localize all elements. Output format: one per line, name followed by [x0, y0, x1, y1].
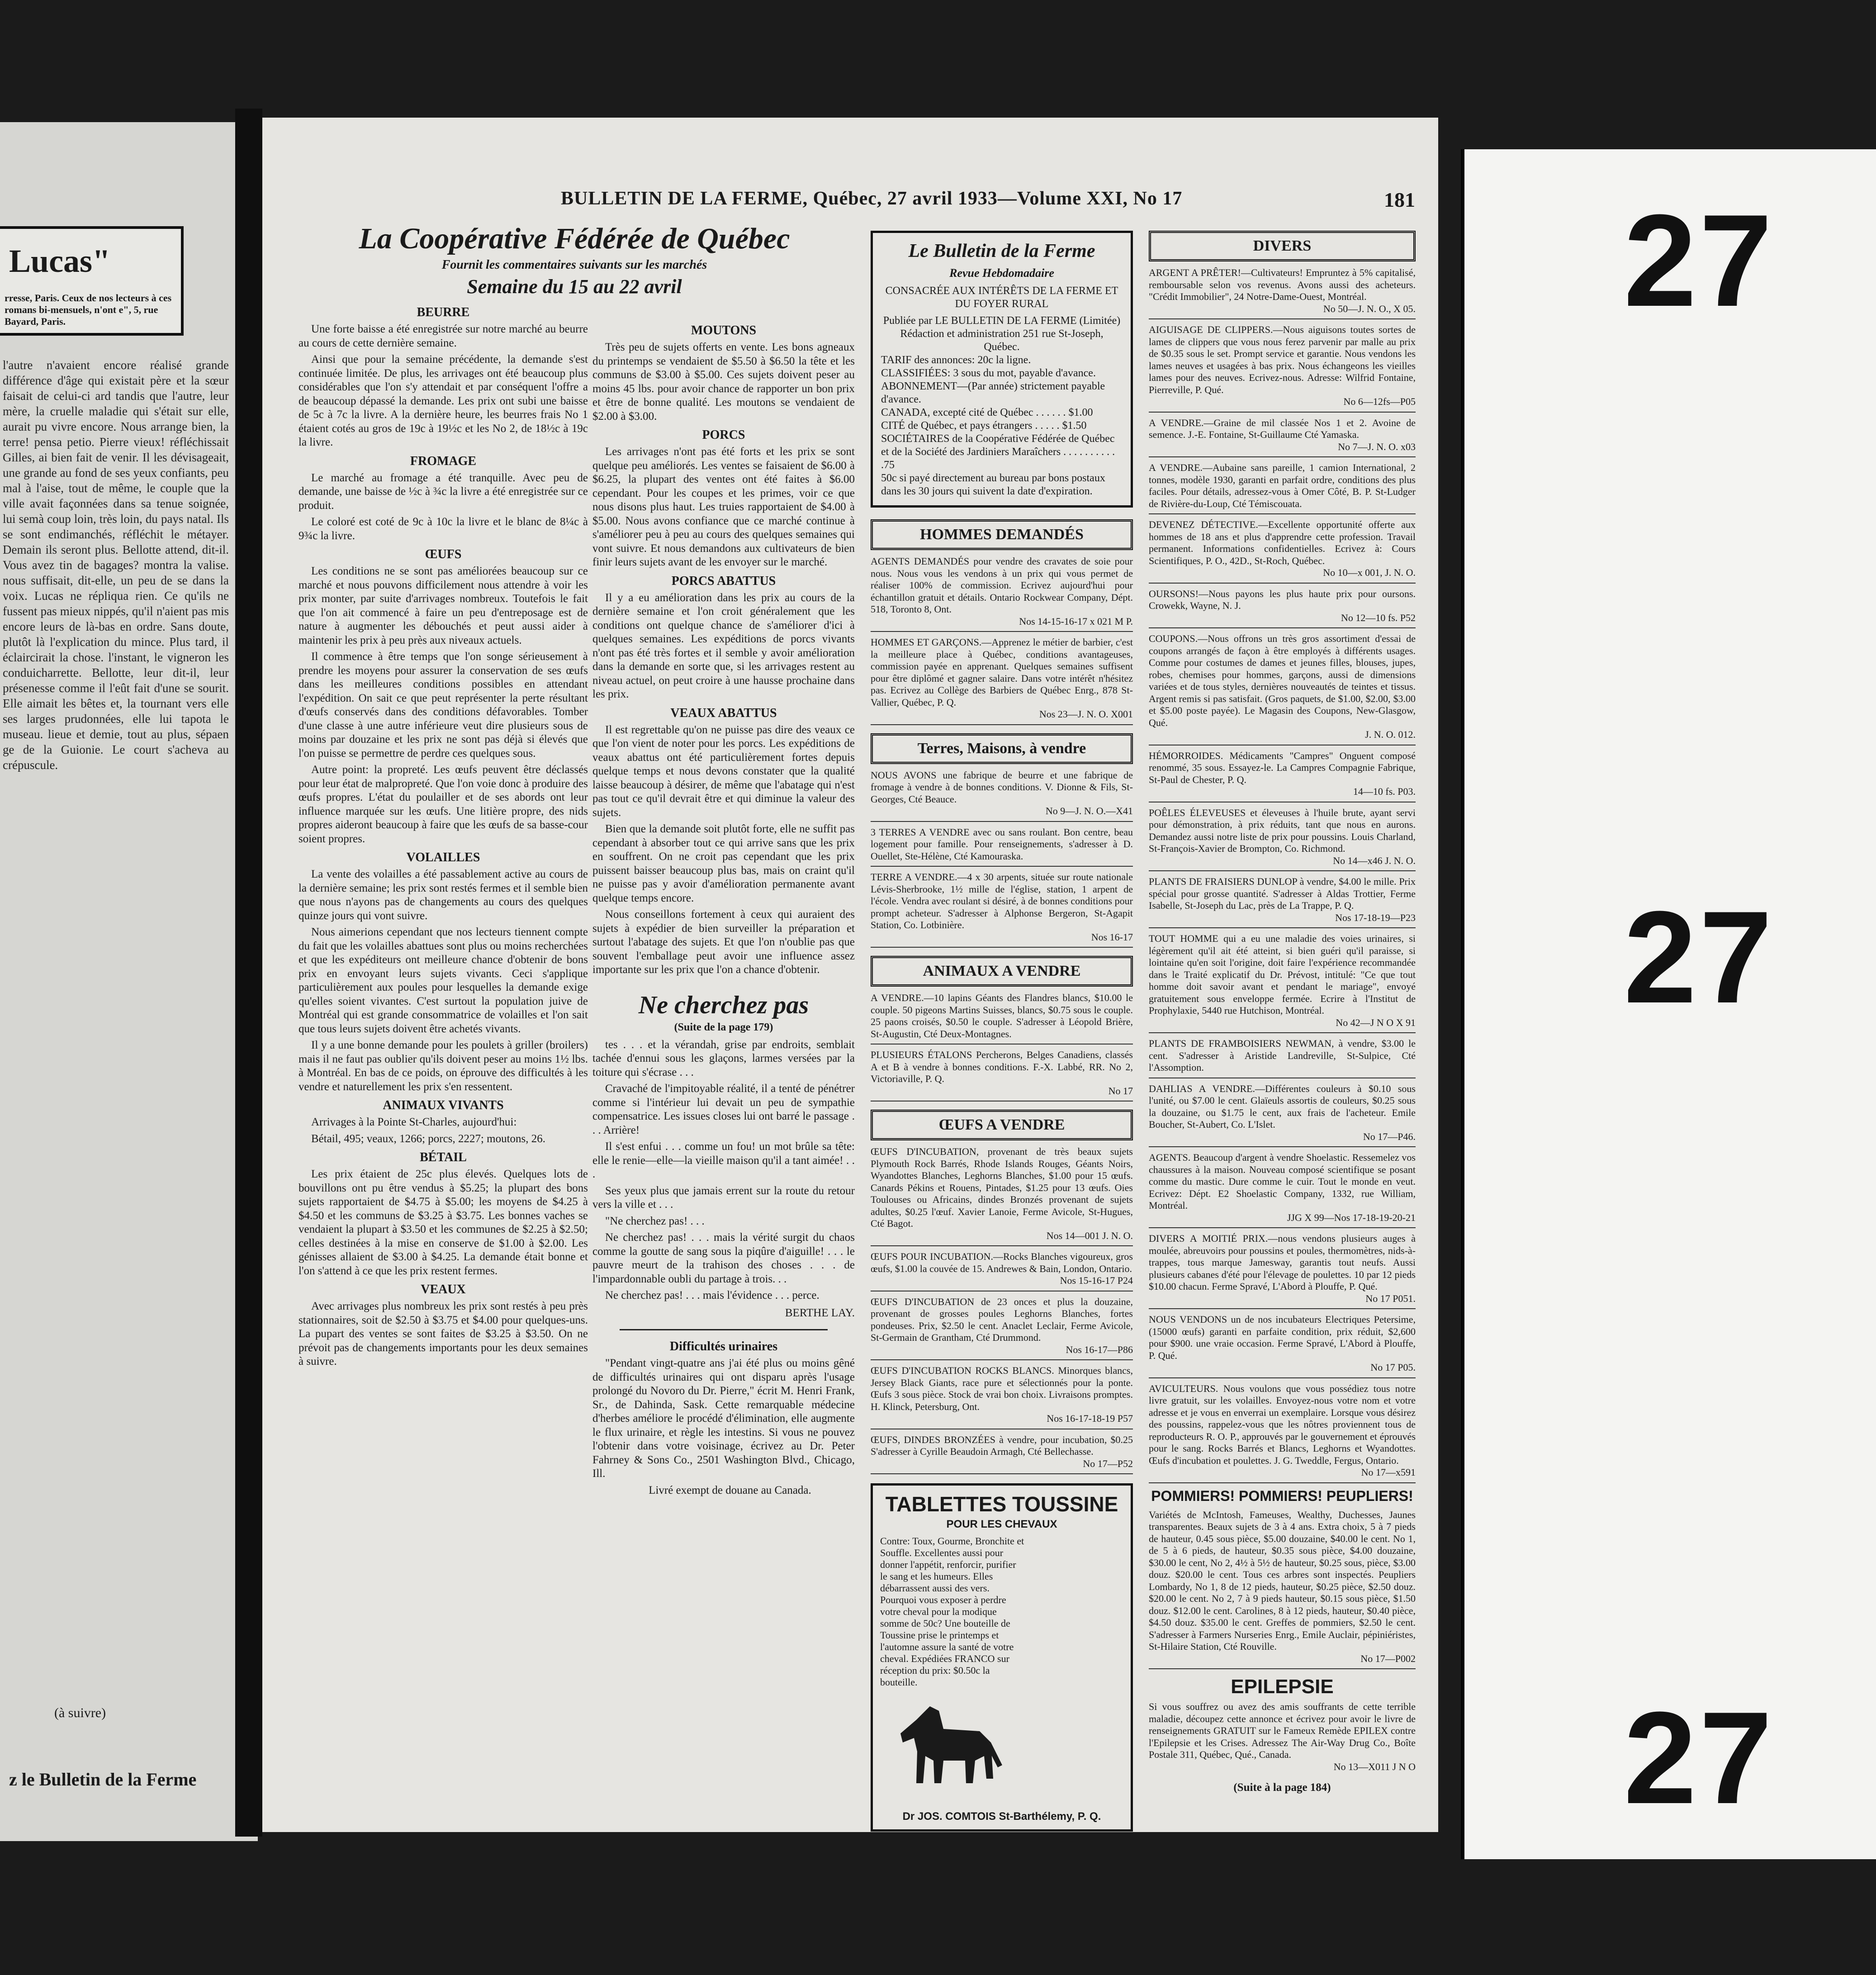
section-heading: VEAUX ABATTUS: [670, 706, 777, 720]
bulletin-line: CONSACRÉE AUX INTÉRÊTS DE LA FERME ET DU FOYER RURAL: [885, 285, 1118, 310]
ad-ref: No 17—x591: [1361, 1467, 1416, 1478]
paragraph: Une forte baisse a été enregistrée sur notre marché au beurre au cours de cette dernière semaine.: [298, 323, 588, 349]
ad-ref: No 50—J. N. O., X 05.: [1323, 303, 1416, 314]
ad-text: COUPONS.—Nous offrons un très gros assortiment d'essai de coupons arrangés de façon à être employés à différents usages. Comme pour costumes de dames et jeunes filles, blouses, jupes, robes, chemises pour hommes, garçons, aussi de dimensions variées et de tous styles, dernières nouveautés de teintes et tissus. Argent remis si pas satisfait. (Gros paquets, de $1.00, $2.00, $3.00 et $5.00 poste payée). Le Magasin des Coupons, New-Glasgow, Qué.: [1149, 633, 1416, 728]
paragraph: Bétail, 495; veaux, 1266; porcs, 2227; moutons, 26.: [311, 1132, 546, 1145]
classified-ad: [1149, 1038, 1416, 1078]
paragraph: Le marché au fromage a été tranquille. Avec peu de demande, une baisse de ½c à ¾c la livre a été enregistrée sur ce produit.: [298, 471, 588, 512]
ad-ref: No 17—P46.: [1363, 1130, 1416, 1142]
bulletin-line: CLASSIFIÉES: 3 sous du mot, payable d'avance.: [881, 367, 1096, 379]
left-page-text: l'autre n'avaient encore réalisé grande différence d'âge qui existait père et la sœur faisait de celui-ci ard tandis que l'autre, leur mère, la cruelle maladie qui s'était sur elle, aurait pu vivre encore. Nous arrange bien, la terre! pensa petio. Pierre vieux! réfléchissait Gilles, ai bien fait de venir. Il les dévisageait, une grande au fond de ses yeux confiants, peu mal à l'aise, tout de même, le couple que la ville avait façonnées dans sa tenue soignée, lui semà coup loin, très loin, du pays natal. Ils se sont endimanchés, réfléchit le métayer. Demain ils seront plus. Bellotte attend, dit-il. Vous avez tin de bagages? montra la valise. nous suffisait, dit-elle, un peu de se dans la voix. Lucas ne répliqua rien. Ce qu'ils ne fussent pas mieux nippés, qu'il n'aient pas mis encore leurs de là-bas en ordre. Sans doute, plutôt là l'explication du mince. Plus tard, il éclaircirait la chose. l'instant, le vigneron les conduicharrette. Bellotte, leur dit-il, leur présenesse comme il l'eût fait d'une se sourit. Elle aimait les bêtes et, la tournant vers elle ses larges prudonnées, elle lui tapota le museau. lieue et demie, tout au plus, sépaen ge de la Guionie. Le court s'acheva au crépuscule.: [3, 358, 229, 772]
ad-text: DAHLIAS A VENDRE.—Différentes couleurs à $0.10 sous l'unité, ou $7.00 le cent. Glaïeuls assortis de couleurs, $0.25 sous la douzaine, ou $1.75 le cent, aux frais de l'acheteur. Emile Boucher, St-Aubert, Co. L'Islet.: [1149, 1082, 1416, 1130]
ad-text: NOUS VENDONS un de nos incubateurs Electriques Petersime, (15000 œufs) garanti en parfaite condition, prix réduit, $2,600 pour $900. une vraie occasion. Ferme Spravé, L'Abord à Plouffe, P. Qué.: [1149, 1314, 1416, 1361]
section-header-terres: Terres, Maisons, à vendre: [871, 733, 1133, 764]
classified-ad: [1149, 1383, 1416, 1483]
ad-ref: Nos 23—J. N. O. X001: [1039, 708, 1133, 720]
ad-text: AGENTS DEMANDÉS pour vendre des cravates de soie pour nous. Nous vous les vendons à un prix qui vous permet de réaliser 100% de commission. Ecrivez aujourd'hui pour échantillon gratuit et détails. Ontario Rockwear Company, Dépt. 518, Toronto 8, Ont.: [871, 555, 1133, 615]
paragraph: Nous aimerions cependant que nos lecteurs tiennent compte du fait que les volailles abattues sont plus ou moins recherchées et que les expéditeurs ont meilleure chance d'obtenir de bons prix en envoyant leurs sujets vivants. Ceci s'applique particulièrement aux poules pour lesquelles la demande exige qu'elles soient vivantes. C'est surtout la population juive de Montréal qui est grande consommatrice de volailles et l'on sait que tous leurs sujets doivent être achetés vivants.: [298, 926, 588, 1035]
paragraph: Les arrivages n'ont pas été forts et les prix se sont quelque peu améliorés. Les ventes se faisaient de $6.00 à $6.25, la plupart des ventes ont été faites à $6.00 cependant. Pour les coupes et les primes, voir ce que nous disons plus haut. Les truies rapportaient de $4.00 à $5.00. Nous avons confiance que ce marché continue à s'améliorer peu à peu au cours des quelques semaines qui vont suivre. Et nous demandons aux cultivateurs de bien finir leurs sujets avant de les envoyer sur le marché.: [592, 446, 855, 568]
ad-ref: JJG X 99—Nos 17-18-19-20-21: [1287, 1211, 1416, 1223]
paragraph: La vente des volailles a été passablement active au cours de la dernière semaine; les prix sont restés fermes et il semble bien que nous n'ayons pas de changements au cours des quelques quinze jours qui vont suivre.: [298, 868, 588, 922]
ad-text: NOUS AVONS une fabrique de beurre et une fabrique de fromage à vendre à de bonnes conditions. V. Dionne & Fils, St-Georges, Cté Beauce.: [871, 769, 1133, 805]
paragraph: Il commence à être temps que l'on songe sérieusement à prendre les moyens pour assurer la conservation de ses œufs dans les meilleures conditions possibles en attendant l'expédition. On sait ce que peut représenter la perte résultant d'œufs conservés dans des conditions défavorables. Tomber d'une classe à une autre inférieure veut dire plusieurs sous de moins par douzaine et les prix ne sont pas déjà si élevés que l'on puisse se permettre de perdre ces quelques sous.: [298, 650, 588, 760]
ad-ref: Nos 17-18-19—P23: [1335, 912, 1416, 923]
ad-ref: Nos 16-17-18-19 P57: [1047, 1413, 1133, 1424]
classified-ad: [1149, 807, 1416, 872]
ad-text: Si vous souffrez ou avez des amis souffrants de cette terrible maladie, découpez cette annonce et écrivez pour avoir le livre de renseignements GRATUIT sur le Fameux Remède EPILEX contre l'Epilepsie et les Crises. Adressez The Air-Way Drug Co., Boîte Postale 311, Québec, Qué., Canada.: [1149, 1701, 1416, 1760]
classified-ad: [1149, 1083, 1416, 1148]
ad-text: TERRE A VENDRE.—4 x 30 arpents, située sur route nationale Lévis-Sherbrooke, 1½ mille de l'église, station, 1 arpent de l'école. Vendra avec roulant si désiré, à de bonnes conditions pour prompt acheteur. S'adresser à Alphonse Bergeron, St-Agapit Station, Co. Lotbinière.: [871, 871, 1133, 931]
section-heading: ŒUFS: [425, 547, 462, 561]
ad-ref: No 17 P051.: [1365, 1292, 1416, 1304]
classified-ad: [1149, 1509, 1416, 1670]
paragraph: Le coloré est coté de 9c à 10c la livre et le blanc de 8¼c à 9¾c la livre.: [298, 516, 588, 542]
ad-ref: No 17—P002: [1360, 1652, 1416, 1664]
gutter: [235, 109, 262, 1837]
frame-number: 27: [1624, 187, 1775, 334]
section-header-hommes: HOMMES DEMANDÉS: [871, 519, 1133, 550]
ad-ref: No 17: [1108, 1085, 1133, 1097]
story-continued: (Suite de la page 179): [674, 1021, 773, 1033]
left-story-title: Lucas": [9, 243, 111, 279]
classified-ad: [871, 1146, 1133, 1246]
left-page-footer: z le Bulletin de la Ferme: [9, 1769, 197, 1790]
toussine-subtitle: POUR LES CHEVAUX: [946, 1518, 1057, 1530]
classifieds-column-2: [1149, 231, 1416, 1795]
ad-ref: No 14—x46 J. N. O.: [1333, 855, 1416, 866]
section-heading: ANIMAUX VIVANTS: [383, 1098, 504, 1112]
cooperative-week: Semaine du 15 au 22 avril: [467, 275, 682, 298]
classified-ad: [871, 636, 1133, 725]
ad-ref: No 12—10 fs. P52: [1341, 612, 1416, 623]
section-heading: VOLAILLES: [406, 850, 480, 864]
paragraph: Autre point: la propreté. Les œufs peuvent être déclassés pour leur état de malpropreté. Que l'on voie donc à produire des œufs propres. L'état du poulailler et de ses abords ont leur influence marquée sur les œufs. Une litière propre, des nids propres aideront beaucoup à faire que les œufs de sa basse-cour soient propres.: [298, 764, 588, 845]
ad-text: HÉMORROIDES. Médicaments "Campres" Onguent composé renommé, 35 sous. Essayez-le. La Campres Compagnie Fabrique, St-Paul de Chester, P. Q.: [1149, 750, 1416, 785]
section-heading: BEURRE: [417, 305, 470, 319]
classified-ad: [1149, 324, 1416, 413]
ad-text: TOUT HOMME qui a eu une maladie des voies urinaires, si légèrement qu'il ait été atteint, si bien guéri qu'il paraisse, si lointaine qu'en soit l'origine, doit faire l'expérience recommandée dans le Traité explicatif du Dr. Prévost, intitulé: "Ce que tout homme doit savoir avant et pendant le mariage", envoyé gratuitement sous enveloppe fermée. Ecrire à l'Institut de Prophylaxie, 5440 rue Hutchison, Montréal.: [1149, 933, 1416, 1016]
ad-text: ARGENT A PRÊTER!—Cultivateurs! Empruntez à 5% capitalisé, remboursable selon vos revenus. Avons aussi des acheteurs. "Crédit Immobilier", 24 Notre-Dame-Ouest, Montréal.: [1149, 267, 1416, 302]
bulletin-info-box: [871, 231, 1133, 508]
divider: [620, 1329, 828, 1330]
toussine-ad: [871, 1483, 1133, 1832]
ad-ref: No 7—J. N. O. x03: [1338, 441, 1416, 452]
ad-ref: 14—10 fs. P03.: [1353, 786, 1416, 797]
classified-ad: [871, 1365, 1133, 1429]
ad-ref: No 6—12fs—P05: [1343, 396, 1416, 407]
paragraph: Bien que la demande soit plutôt forte, elle ne suffit pas cependant à absorber tout ce qui arrive sans que les prix en souffrent. On ne croit pas cependant que les prix puissent baisser beaucoup plus bas, mais on craint qu'il ne puisse pas y avoir d'amélioration permanente avant quelque temps encore.: [592, 823, 855, 904]
author-signature: BERTHE LAY.: [785, 1306, 855, 1319]
frame-number: 27: [1624, 884, 1775, 1030]
classified-ad: [1149, 1314, 1416, 1378]
ad-text: ŒUFS D'INCUBATION de 23 onces et plus la douzaine, provenant de grosses poules Leghorns Blanches, fortes pondeuses. Prix, $2.50 le cent. Anaclet Leclair, Ferme Avicole, St-Germain de Grantham, Cté Drummond.: [871, 1296, 1133, 1343]
ad-ref: Nos 14—001 J. N. O.: [1046, 1230, 1133, 1241]
pommiers-heading: POMMIERS! POMMIERS! PEUPLIERS!: [1151, 1487, 1413, 1504]
ad-ref: Nos 14-15-16-17 x 021 M P.: [1019, 615, 1133, 627]
ad-text: ŒUFS D'INCUBATION, provenant de très beaux sujets Plymouth Rock Barrés, Rhode Islands Rouges, Géants Noirs, Wyandottes Blanches, Leghorns Blanches, $1.00 pour 15 œufs. Canards Pékins et Rouens, Pintades, $1.25 pour 13 œufs. Oies Toulouses ou Africains, dindes Bronzés provenant de sujets adultes, $0.25 l'œuf. Xavier Lanoie, Ferme Avicole, St-Hugues, Cté Bagot.: [871, 1146, 1133, 1229]
paragraph: Les conditions ne se sont pas améliorées beaucoup sur ce marché et nous pouvons difficilement nous attendre à voir les prix monter, par suite d'arrivages nombreux. Toutefois le fait que l'on ait commencé à faire un peu d'entreposage est de nature à augmenter les débouchés et peut aussi aider à maintenir les prix à peu près aux niveaux actuels.: [298, 565, 588, 646]
bulletin-line: CANADA, excepté cité de Québec . . . . . . $1.00: [881, 407, 1093, 418]
paragraph: Il est regrettable qu'on ne puisse pas dire des veaux ce que l'on vient de noter pour les porcs. Les expéditions de veaux abattus ont été particulièrement fortes depuis quelque temps et nous devons constater que la qualité laisse beaucoup à désirer, de même que l'abatage qui n'est pas tout ce qu'il devrait être et qui diminue la valeur des sujets.: [592, 723, 855, 819]
classified-ad: [871, 1434, 1133, 1475]
section-heading: VEAUX: [421, 1282, 466, 1296]
ad-text: A VENDRE.—Aubaine sans pareille, 1 camion International, 2 tonnes, modèle 1930, garanti en parfait ordre, conditions des plus faciles. Pour détails, adressez-vous à Omer Côté, B. P. St-Ludger de Rivière-du-Loup, Cté Témiscouata.: [1149, 462, 1416, 509]
classified-ad: [1149, 267, 1416, 319]
section-heading: FROMAGE: [410, 454, 477, 468]
markets-column: [592, 319, 855, 1500]
section-heading: Difficultés urinaires: [669, 1339, 778, 1353]
section-heading: BÉTAIL: [420, 1150, 467, 1164]
ad-text: 3 TERRES A VENDRE avec ou sans roulant. Bon centre, beau logement pour famille. Pour renseignements, s'adresser à D. Ouellet, Ste-Hélène, Cté Kamouraska.: [871, 826, 1133, 862]
classified-ad: [871, 871, 1133, 948]
ad-ref: No 42—J N O X 91: [1336, 1016, 1416, 1028]
ad-text: AGENTS. Beaucoup d'argent à vendre Shoelastic. Ressemelez vos chaussures à la maison. Nouveau composé scientifique se posant comme du mastic. Dure comme le cuir. Tout le monde en veut. Ecrivez: Dépt. E2 Shoelastic Company, 1332, rue William, Montréal.: [1149, 1152, 1416, 1211]
bulletin-line: Rédaction et administration 251 rue St-Joseph, Québec.: [900, 328, 1104, 353]
toussine-body: Contre: Toux, Gourme, Bronchite et Souffle. Excellentes aussi pour donner l'appétit, renforcir, purifier le sang et les humeurs. Elles débarrassent aussi des vers. Pourquoi vous exposer à perdre votre cheval pour la modique somme de 50c? Une bouteille de Toussine prise le printemps et l'automne assure la santé de votre cheval. Expédiées FRANCO sur réception du prix: $0.50c la bouteille.: [880, 1535, 1024, 1688]
paragraph: Il y a une bonne demande pour les poulets à griller (broilers) mais il ne faut pas oublier qu'ils doivent peser au moins 1½ lbs. à Montréal. En bas de ce poids, on éprouve des difficultés à les vendre et naturellement les prix s'en ressentent.: [298, 1039, 588, 1093]
classified-ad: [1149, 1233, 1416, 1309]
classified-ad: [871, 992, 1133, 1044]
ad-ref: J. N. O. 012.: [1365, 729, 1416, 740]
ad-text: PLUSIEURS ÉTALONS Percherons, Belges Canadiens, classés A et B à vendre à bonnes conditions. F.-X. Labbé, RR. No 2, Victoriaville, P. Q.: [871, 1049, 1133, 1084]
ad-ref: Nos 16-17—P86: [1066, 1344, 1133, 1355]
left-page-strip: [0, 122, 258, 1841]
ad-ref: No 13—X011 J N O: [1333, 1761, 1416, 1772]
classified-ad: [1149, 417, 1416, 458]
left-story-title-box: [0, 226, 184, 336]
paragraph: Avec arrivages plus nombreux les prix sont restés à peu près stationnaires, soit de $2.50 à $3.75 et $4.00 pour quelques-uns. La pupart des ventes se sont faites de $3.25 à $3.50. On ne prévoit pas de changements importants pour les deux semaines à suivre.: [298, 1300, 588, 1367]
paragraph: Les prix étaient de 25c plus élevés. Quelques lots de bouvillons ont pu être vendus à $5.25; la plupart des bons sujets rapportaient de $4.75 à $5.00; les moyens de $4.25 à $4.50 et les communs de $3.25 à $3.75. Les bonnes vaches se vendaient la plupart à $3.50 et les communes de $2.25 à $2.50; celles destinées à la mise en conserve de $1.00 à $2.00. Les génisses allaient de $3.00 à $4.25. La demande était bonne et l'on s'attend à ce que les prix restent fermes.: [298, 1168, 588, 1277]
ad-text: AVICULTEURS. Nous voulons que vous possédiez tous notre livre gratuit, sur les volailles. Envoyez-nous votre nom et votre adresse et je vous en enverrai un exemplaire. Lorsque vous désirez des poussins, rappelez-vous que les nôtres proviennent tous de reproducteurs R. O. P., approuvés par le gouvernement et éprouvés pour le sang. Rocks Barrés et Blancs, Leghorns et Wyandottes. Œufs d'incubation et poulettes. J. G. Tweddle, Fergus, Ontario.: [1149, 1382, 1416, 1466]
ad-ref: Nos 16-17: [1091, 931, 1133, 943]
continued-note: (Suite à la page 184): [1233, 1781, 1331, 1794]
classified-ad: [871, 1296, 1133, 1361]
paragraph: "Pendant vingt-quatre ans j'ai été plus ou moins gêné de difficultés urinaires qui ont disparu après l'usage prolongé du Novoro du Dr. Pierre," écrit M. Henri Frank, Sr., de Dahinda, Sask. Cette remarquable médecine d'herbes améliore le procédé d'élimination, elle augmente le flux urinaire, et règle les intestins. Si vous ne pouvez l'obtenir dans votre voisinage, écrivez au Dr. Peter Fahrney & Sons Co., 2501 Washington Blvd., Chicago, Ill.: [592, 1357, 855, 1480]
bulletin-line: SOCIÉTAIRES de la Coopérative Fédérée de Québec et de la Société des Jardiniers Maraîchers . . . . . . . . . . .75: [881, 433, 1115, 471]
ad-ref: Nos 15-16-17 P24: [1060, 1275, 1133, 1286]
section-header-divers: DIVERS: [1149, 231, 1416, 261]
ad-ref: No 17 P05.: [1370, 1362, 1416, 1373]
section-heading: PORCS ABATTUS: [671, 574, 776, 588]
ad-text: ŒUFS POUR INCUBATION.—Rocks Blanches vigoureux, gros œufs, $1.00 la couvée de 15. Andrewes & Bain, London, Ontario.: [871, 1251, 1133, 1274]
classified-ad: [871, 1251, 1133, 1291]
section-heading: PORCS: [702, 428, 745, 442]
ad-ref: No 10—x 001, J. N. O.: [1323, 567, 1416, 578]
ad-text: OURSONS!—Nous payons les plus haute prix pour oursons. Crowekk, Wayne, N. J.: [1149, 588, 1416, 611]
bulletin-subtitle: Revue Hebdomadaire: [949, 266, 1054, 280]
classified-ad: [1149, 1152, 1416, 1228]
classified-ad: [1149, 750, 1416, 802]
bulletin-line: Publiée par LE BULLETIN DE LA FERME (Limitée): [883, 315, 1121, 327]
paragraph: Cravaché de l'impitoyable réalité, il a tenté de pénétrer comme si l'intérieur lui devait un peu de sympathie compensatrice. Les issues closes lui ont barré le passage . . . Arrière!: [592, 1082, 855, 1136]
paragraph: Nous conseillons fortement à ceux qui auraient des sujets à expédier de bien surveiller la préparation et surtout l'abatage des sujets. Et que l'on n'oublie pas que souvent l'emballage peut avoir une influence assez importante sur les prix que l'on a chance d'obtenir.: [592, 908, 855, 976]
paragraph: Ne cherchez pas! . . . mais la vérité surgit du chaos comme la goutte de sang sous la piqûre d'aiguille! . . . le pauvre meurt de la trahison des choses . . . de l'impardonnable oubli du partage à trois. . .: [592, 1231, 855, 1285]
classified-ad: [1149, 633, 1416, 745]
paragraph: Ses yeux plus que jamais errent sur la route du retour vers la ville et . . .: [592, 1184, 855, 1211]
ad-text: A VENDRE.—10 lapins Géants des Flandres blancs, $10.00 le couple. 50 pigeons Martins Suisses, blancs, $0.75 sous le couple. 25 paons croisés, $0.50 le couple. S'adresser à Léopold Brière, St-Augustin, Cté Deux-Montagnes.: [871, 992, 1133, 1040]
toussine-title: TABLETTES TOUSSINE: [885, 1492, 1118, 1516]
ad-text: AIGUISAGE DE CLIPPERS.—Nous aiguisons toutes sortes de lames de clippers que vous nous ferez parvenir par malle au prix de $0.35 sous le set. Prompt service et garantie. Nous vendons les lames neuves et usagées à bas prix. Nous échangeons les vieilles lames pour des neuves. Ecrivez-nous. Adresse: Wilfrid Fontaine, Pierreville, P. Qué.: [1149, 324, 1416, 395]
ad-text: DEVENEZ DÉTECTIVE.—Excellente opportunité offerte aux hommes de 18 ans et plus d'apprendre cette profession. Travail permanent. Informations confidentielles. Ecrivez à: Cours Scientifiques, P. O., 42D., St-Roch, Québec.: [1149, 519, 1416, 566]
paragraph: Il y a eu amélioration dans les prix au cours de la dernière semaine et l'on croit généralement que les conditions ont quelque chance de s'améliorer d'ici à quelques semaines. Les expéditions de porcs vivants n'ont pas été très fortes et il semble y avoir amélioration dans la demande en sorte que, si les arrivages restent au niveau actuel, on peut croire à une hausse prochaine dans les prix.: [592, 591, 855, 700]
bulletin-line: CITÉ de Québec, et pays étrangers . . . . . $1.50: [881, 420, 1087, 432]
paragraph: "Ne cherchez pas! . . .: [605, 1215, 705, 1227]
classified-ad: [1149, 588, 1416, 629]
classified-ad: [1149, 462, 1416, 514]
ad-text: PLANTS DE FRAMBOISIERS NEWMAN, à vendre, $3.00 le cent. S'adresser à Aristide Landreville, St-Sulpice, Cté l'Assomption.: [1149, 1038, 1416, 1073]
ad-ref: No 17—P52: [1083, 1458, 1133, 1469]
toussine-footer: Dr JOS. COMTOIS St-Barthélemy, P. Q.: [902, 1810, 1101, 1823]
classified-ad: [871, 555, 1133, 632]
cooperative-subtitle: Fournit les commentaires suivants sur les marchés: [441, 258, 707, 272]
epilepsie-heading: EPILEPSIE: [1231, 1676, 1334, 1698]
paragraph: Très peu de sujets offerts en vente. Les bons agneaux du printemps se vendaient de $5.50 à $6.50 la tête et les communs de $3.00 à $5.00. Ces sujets doivent peser au moins 45 lbs. pour avoir chance de rapporter un bon prix et être de bonne qualité. Les moutons se vendaient de $2.00 à $3.00.: [592, 341, 855, 423]
ad-text: HOMMES ET GARÇONS.—Apprenez le métier de barbier, c'est la meilleure place à Québec, conditions avantageuses, commission payée en apprenant. Quelques semaines suffisent pour être diplômé et gagner salaire. Dans votre intérêt n'hésitez pas. Ecrivez au Collège des Barbiers de Québec Enrg., 878 St-Vallier, Québec, P. Q.: [871, 636, 1133, 708]
ad-text: DIVERS A MOITIÉ PRIX.—nous vendons plusieurs auges à moulée, abreuvoirs pour poussins et poules, thermomètres, nids-à-trappes, tous marque Jamesway, garantis tout neufs. Aussi plusieurs cabanes d'été pour l'élevage de poulettes. 10 par 12 pieds $10.00 chacun. Ferme Spravé, L'Abord à Plouffe, P. Qué.: [1149, 1233, 1416, 1292]
classified-ad: [871, 826, 1133, 867]
paragraph: Arrivages à la Pointe St-Charles, aujourd'hui:: [311, 1116, 517, 1128]
horse-icon: [889, 1688, 1011, 1806]
paragraph: Il s'est enfui . . . comme un fou! un mot brûle sa tête: elle le renie—elle—la vieille maison qu'il a tant aimée! . . .: [592, 1140, 855, 1180]
paragraph: Ne cherchez pas! . . . mais l'évidence . . . perce.: [605, 1289, 820, 1301]
cooperative-title: La Coopérative Fédérée de Québec: [359, 222, 790, 255]
classified-ad: [1149, 876, 1416, 928]
bulletin-line: TARIF des annonces: 20c la ligne.: [881, 354, 1031, 366]
section-heading: MOUTONS: [691, 323, 757, 337]
ad-text: ŒUFS D'INCUBATION ROCKS BLANCS. Minorques blancs, Jersey Black Giants, race pure et sélectionnés pour la ponte. Œufs 3 sous pièce. Stock de vrai bon choix. Livraisons promptes. H. Klinck, Petersburg, Ont.: [871, 1365, 1133, 1412]
classified-ad: [871, 1049, 1133, 1101]
left-box-note: rresse, Paris. Ceux de nos lecteurs à ces romans bi-mensuels, n'ont e", 5, rue Bayard, Paris.: [5, 292, 172, 327]
paragraph: tes . . . et la vérandah, grise par endroits, semblait tachée d'ennui sous les glaçons, larmes versées par la toiture qui s'écrase . . .: [592, 1038, 855, 1078]
classifieds-column-1: [871, 231, 1133, 1832]
ad-text: Variétés de McIntosh, Fameuses, Wealthy, Duchesses, Jaunes transparentes. Beaux sujets de 3 à 4 ans. Extra choix, 5 à 7 pieds de hauteur, 0.45 sous pièce, $5.00 douzaine, $40.00 le cent. No 1, de 5 à 6 pieds, de hauteur, $0.35 sous pièce, $4.00 douzaine, $30.00 le cent, No 2, 4½ à 5½ de hauteur, $0.25 sous, pièce, $3.00 douz. $20.00 le cent. Tous ces arbres sont inspectés. Peupliers Lombardy, No 1, 8 de 12 pieds, hauteur, $0.25 pièce, $2.50 douz. $20.00 le cent. No 2, 7 à 9 pieds hauteur, $0.15 sous pièce, $1.50 douz. $12.00 le cent. Carolines, 8 à 12 pieds, hauteur, $0.40 pièce, $4.50 douz. $35.00 le cent. Greffes de pommiers, $2.50 le cent. S'adresser à Farmers Nurseries Enrg., Emile Auclair, pépiniéristes, St-Hilaire Station, Cté Rouville.: [1149, 1509, 1416, 1652]
frame-number: 27: [1624, 1685, 1775, 1831]
paragraph: Livré exempt de douane au Canada.: [649, 1484, 811, 1496]
ad-text: PLANTS DE FRAISIERS DUNLOP à vendre, $4.00 le mille. Prix spécial pour grosse quantité. S'adresser à Aldas Trottier, Ferme Isabelle, St-Joseph du Lac, près de La Trappe, P. Q.: [1149, 876, 1416, 911]
bulletin-line: ABONNEMENT—(Par année) strictement payable d'avance.: [881, 380, 1105, 405]
section-header-oeufs: ŒUFS A VENDRE: [871, 1110, 1133, 1140]
ad-text: A VENDRE.—Graine de mil classée Nos 1 et 2. Avoine de semence. J.-E. Fontaine, St-Guillaume Cté Yamaska.: [1149, 417, 1416, 440]
classified-ad: [1149, 1701, 1416, 1776]
left-page-continue: (à suivre): [54, 1705, 106, 1720]
ad-text: POÊLES ÉLEVEUSES et éleveuses à l'huile brute, ayant servi pour démonstration, à prix réduits, tant que nous en aurons. Demandez aussi notre liste de prix pour poussins. Louis Charland, St-François-Xavier de Brompton, Co. Richmond.: [1149, 807, 1416, 854]
classified-ad: [871, 769, 1133, 822]
section-header-animaux: ANIMAUX A VENDRE: [871, 956, 1133, 987]
paragraph: Ainsi que pour la semaine précédente, la demande s'est continuée limitée. De plus, les arrivages ont été beaucoup plus considérables que l'on s'y attendait et par conséquent l'offre a de beaucoup dépassé la demande. Les prix ont subi une baisse de 5c à 7c la livre. A la dernière heure, les beurres frais No 1 étaient cotés au gros de 19c à 19½c et les No 2, de 18½c à 19c la livre.: [298, 353, 588, 448]
story-title: Ne cherchez pas: [638, 991, 809, 1019]
page-number: 181: [1384, 188, 1415, 211]
classified-ad: [1149, 933, 1416, 1033]
masthead: BULLETIN DE LA FERME, Québec, 27 avril 1933—Volume XXI, No 17: [561, 188, 1183, 209]
ad-text: ŒUFS, DINDES BRONZÉES à vendre, pour incubation, $0.25 S'adresser à Cyrille Beaudoin Armagh, Cté Bellechasse.: [871, 1434, 1133, 1457]
classified-ad: [1149, 519, 1416, 584]
bulletin-title: Le Bulletin de la Ferme: [908, 241, 1095, 261]
ad-ref: No 9—J. N. O.—X41: [1045, 805, 1133, 817]
bulletin-line: 50c si payé directement au bureau par bons postaux dans les 30 jours qui suivent la date d'expiration.: [881, 472, 1105, 497]
